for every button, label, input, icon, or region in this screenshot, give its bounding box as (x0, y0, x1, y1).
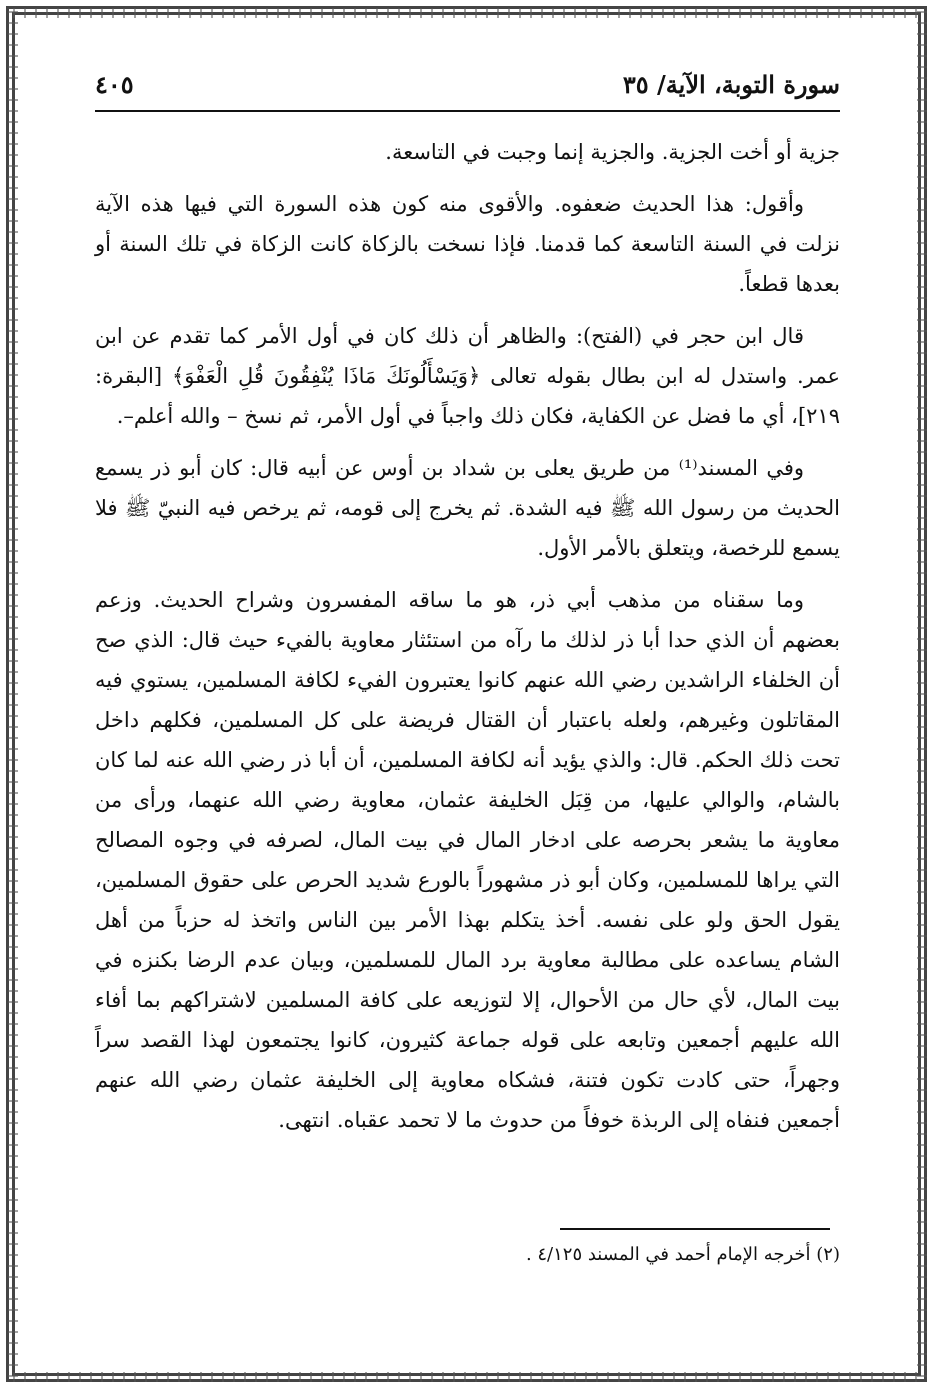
footnote: (٢) أخرجه الإمام أحمد في المسند ٤/١٢٥ . (525, 1244, 840, 1265)
body-text (95, 132, 840, 1152)
paragraph: وما سقناه من مذهب أبي ذر، هو ما ساقه المفسرون وشراح الحديث. وزعم بعضهم أن الذي حدا أبا ذر لذلك ما رآه من استئثار معاوية بالفيء حيث قال: الذي صح أن الخلفاء الراشدين رضي الله عنهم كانوا يعتبرون الفيء لكافة المسلمين، يستوي فيه المقاتلون وغيرهم، ولعله باعتبار أن القتال فريضة على كل المسلمين، فكلهم داخل تحت ذلك الحكم. قال: والذي يؤيد أنه لكافة المسلمين، أن أبا ذر رضي الله عنه لما كان بالشام، والوالي عليها، من قِبَل الخليفة عثمان، معاوية رضي الله عنهما، ورأى من معاوية ما يشعر بحرصه على ادخار المال في بيت المال، لصرفه في وجوه المصالح التي يراها للمسلمين، وكان أبو ذر مشهوراً بالورع شديد الحرص على حقوق المسلمين، يقول الحق ولو على نفسه. أخذ يتكلم بهذا الأمر بين الناس واتخذ له حزباً من أهل الشام يساعده على مطالبة معاوية برد المال للمسلمين، وبيان عدم الرضا بكنزه في بيت المال، لأي حال من الأحوال، إلا لتوزيعه على كافة المسلمين لاشتراكهم بما أفاء الله عليهم أجمعين وتابعه على قوله جماعة كثيرون، كانوا يجتمعون لهذا القصد سراً وجهراً، حتى كادت تكون فتنة، فشكاه معاوية إلى الخليفة عثمان رضي الله عنهم أجمعين فنفاه إلى الربذة خوفاً من حدوث ما لا تحمد عقباه. انتهى. (95, 588, 840, 1132)
border-chain-left (8, 10, 18, 1380)
border-chain-bottom (10, 1372, 925, 1382)
page-header (95, 68, 840, 112)
page-number: ٤٠٥ (95, 70, 134, 99)
paragraph: جزية أو أخت الجزية. والجزية إنما وجبت في التاسعة. (385, 140, 840, 164)
border-chain-right (917, 10, 927, 1380)
running-title: سورة التوبة، الآية/ ٣٥ (622, 70, 840, 99)
paragraph: وأقول: هذا الحديث ضعفوه. والأقوى منه كون هذه السورة التي فيها هذه الآية نزلت في السنة التاسعة كما قدمنا. فإذا نسخت بالزكاة كانت الزكاة في تلك السنة أو بعدها قطعاً. (95, 192, 840, 296)
paragraph: قال ابن حجر في (الفتح): والظاهر أن ذلك كان في أول الأمر كما تقدم عن ابن عمر. واستدل له ابن بطال بقوله تعالى ﴿وَيَسْأَلُونَكَ مَاذَا يُنْفِقُونَ قُلِ الْعَفْوَ﴾ [البقرة: ٢١٩]، أي ما فضل عن الكفاية، فكان ذلك واجباً في أول الأمر، ثم نسخ – والله أعلم–. (95, 324, 840, 428)
paragraph: وفي المسند⁽¹⁾ من طريق يعلى بن شداد بن أوس عن أبيه قال: كان أبو ذر يسمع الحديث من رسول الله ﷺ فيه الشدة. ثم يخرج إلى قومه، ثم يرخص فيه النبيّ ﷺ فلا يسمع للرخصة، ويتعلق بالأمر الأول. (95, 456, 840, 560)
footnote-divider (560, 1228, 830, 1230)
border-chain-top (10, 8, 925, 18)
